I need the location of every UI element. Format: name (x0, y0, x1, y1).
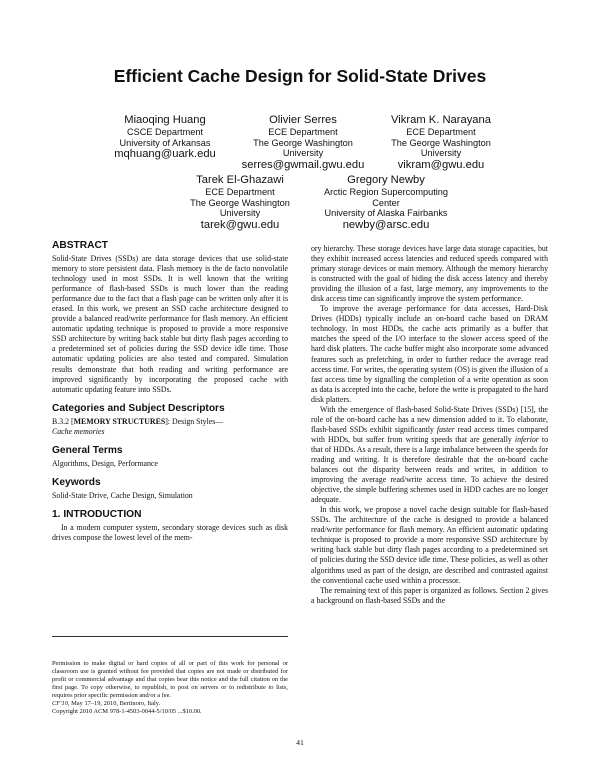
author-name: Tarek El-Ghazawi (196, 174, 284, 186)
keywords-text: Solid-State Drive, Cache Design, Simulation (52, 490, 193, 500)
conf-details: May 17–19, 2010, Bertinoro, Italy. (69, 700, 161, 707)
author-block (228, 114, 378, 172)
body-paragraph: ory hierarchy. These storage devices have large data storage capacities, but they exhibit increased access latencies and reduced speeds compared with primary storage devices or main memory. Although the memory hierarchy is constructed with the goal of hiding the disk access latency and thereby providing the illusion of a fast, large memory, any improvements to the disk access time can significantly improve the system performance. (311, 244, 548, 304)
body-emphasis: faster (436, 424, 455, 434)
author-email: serres@gwmail.gwu.edu (241, 158, 365, 171)
author-email: vikram@gwu.edu (397, 158, 485, 171)
author-dept: CSCE Department (126, 127, 204, 137)
author-name: Gregory Newby (347, 174, 425, 186)
intro-heading: 1. INTRODUCTION (52, 508, 142, 520)
author-block (165, 174, 315, 232)
author-inst2: University (219, 208, 261, 219)
author-name: Olivier Serres (269, 114, 337, 126)
author-dept: ECE Department (406, 127, 476, 137)
permission-text: Permission to make digital or hard copies of all or part of this work for personal or classroom use is granted without fee provided that copies are not made or distributed for profit or commercial advantage and that copies bear this notice and the full citation on the first page. To copy otherwise, to republish, to post on servers or to redistribute to lists, requires prior specific permission and/or a fee. (52, 660, 288, 699)
left-column (52, 240, 288, 543)
author-email: mqhuang@uark.edu (114, 148, 216, 161)
keywords-heading: Keywords (52, 476, 101, 488)
author-dept: ECE Department (205, 187, 275, 197)
intro-text: In a modern computer system, secondary storage devices such as disk drives compose the lowest level of the mem- (52, 522, 288, 542)
author-block (90, 114, 240, 161)
categories-rest: ]: Design Styles— (165, 416, 224, 426)
author-inst: The George Washington (253, 137, 353, 148)
categories-heading: Categories and Subject Descriptors (52, 402, 225, 414)
categories-italic: Cache memories (52, 426, 105, 436)
body-paragraph: In this work, we propose a novel cache design suitable for flash-based SSDs. The architecture of the cache is designed to provide a balanced read/write performance for flash memory. An efficient automatic updating technique is proposed to provide a more responsive SSD architecture by writing back stable but dirty flash pages according to a predetermined set of policies during the SSD device idle time. These policies, as well as other algorithms used as part of the design, are described and contrasted against the conventional cache used within a processor. (311, 505, 548, 585)
author-inst: The George Washington (190, 197, 290, 208)
author-inst: University of Arkansas (119, 137, 211, 148)
terms-heading: General Terms (52, 444, 123, 456)
body-span: to that of HDDs. As a result, there is a large imbalance between the speeds for reading and writing. It is therefore desirable that the on-board cache balances out the disparity between reads and writes, in addition to improving the average read/write access time. To achieve the desired objective, the simple buffering schemes used in HDD caches are no longer adequate. (311, 434, 549, 505)
author-block (366, 114, 516, 172)
abstract-heading: ABSTRACT (52, 240, 109, 251)
abstract-text: Solid-State Drives (SSDs) are data storage devices that use solid-state memory to store persistent data. Flash memory is the de facto nonvolatile technology used in most SSDs. It is well known that the writing performance of flash-based SSDs is much lower than the reading performance due to the fact that a flash page can be written only after it is erased. In this work, we present an SSD cache architecture designed to provide a balanced read/write performance for flash memory. An efficient automatic updating technique is proposed to provide a more responsive SSD architecture by writing back stable but dirty flash pages according to a predetermined set of policies during the SSD device idle time. Those automatic updating policies are also tested and compared. Simulation results demonstrate that both reading and writing performance are improved significantly by incorporating the proposed cache with automatic updating feature into SSDs. (52, 254, 288, 394)
author-email: newby@arsc.edu (342, 218, 430, 231)
author-inst2: University (282, 148, 324, 159)
paper-title: Efficient Cache Design for Solid-State Drives (113, 66, 487, 86)
body-span: read access times compared with HDDs, but suffer from writing speeds that are generally (311, 424, 548, 444)
author-inst2: University of Alaska Fairbanks (324, 208, 448, 219)
author-block (300, 174, 472, 232)
permission-notice (52, 660, 288, 716)
body-paragraph (311, 405, 548, 505)
categories-code: B.3.2 [ (52, 416, 74, 426)
categories-text (52, 417, 288, 437)
body-span: With the emergence of flash-based Solid-State Drives (SSDs) [15], the role of the on-board cache has a new dimension added to it. To elaborate, flash-based SSDs exhibit significantly (311, 404, 548, 434)
right-column (311, 244, 548, 606)
copyright-text: Copyright 2010 ACM 978-1-4503-0044-5/10/05 ...$10.00. (52, 708, 202, 715)
page-number: 41 (296, 738, 304, 747)
categories-bold: MEMORY STRUCTURES (73, 416, 166, 426)
author-name: Miaoqing Huang (124, 114, 206, 126)
author-inst: The George Washington (391, 137, 491, 148)
author-inst2: University (420, 148, 462, 159)
author-inst: Center (372, 197, 400, 208)
author-dept: Arctic Region Supercomputing (323, 187, 449, 197)
author-dept: ECE Department (268, 127, 338, 137)
footnote-rule (52, 636, 288, 637)
body-paragraph: To improve the average performance for data accesses, Hard-Disk Drives (HDDs) typically include an on-board cache based on DRAM technology. In most HDDs, the cache acts primarily as a buffer that matches the speed of the I/O interface to the slower access speed of the hard disk platters. The cache buffer might also incorporate some advanced features such as prefetching, in order to further reduce the average read access time. For writes, the operating system (OS) is given the illusion of a fast access time by signalling the completion of a write operation as soon as data is accepted into the cache, before the write is propagated to the hard disk platters. (311, 304, 548, 404)
author-email: tarek@gwu.edu (200, 218, 280, 231)
body-emphasis: inferior (514, 434, 539, 444)
body-paragraph: The remaining text of this paper is organized as follows. Section 2 gives a background on flash-based SSDs and the (311, 585, 548, 605)
conf-name: CF'10, (52, 700, 70, 707)
author-name: Vikram K. Narayana (391, 114, 491, 126)
terms-text: Algorithms, Design, Performance (52, 458, 158, 468)
